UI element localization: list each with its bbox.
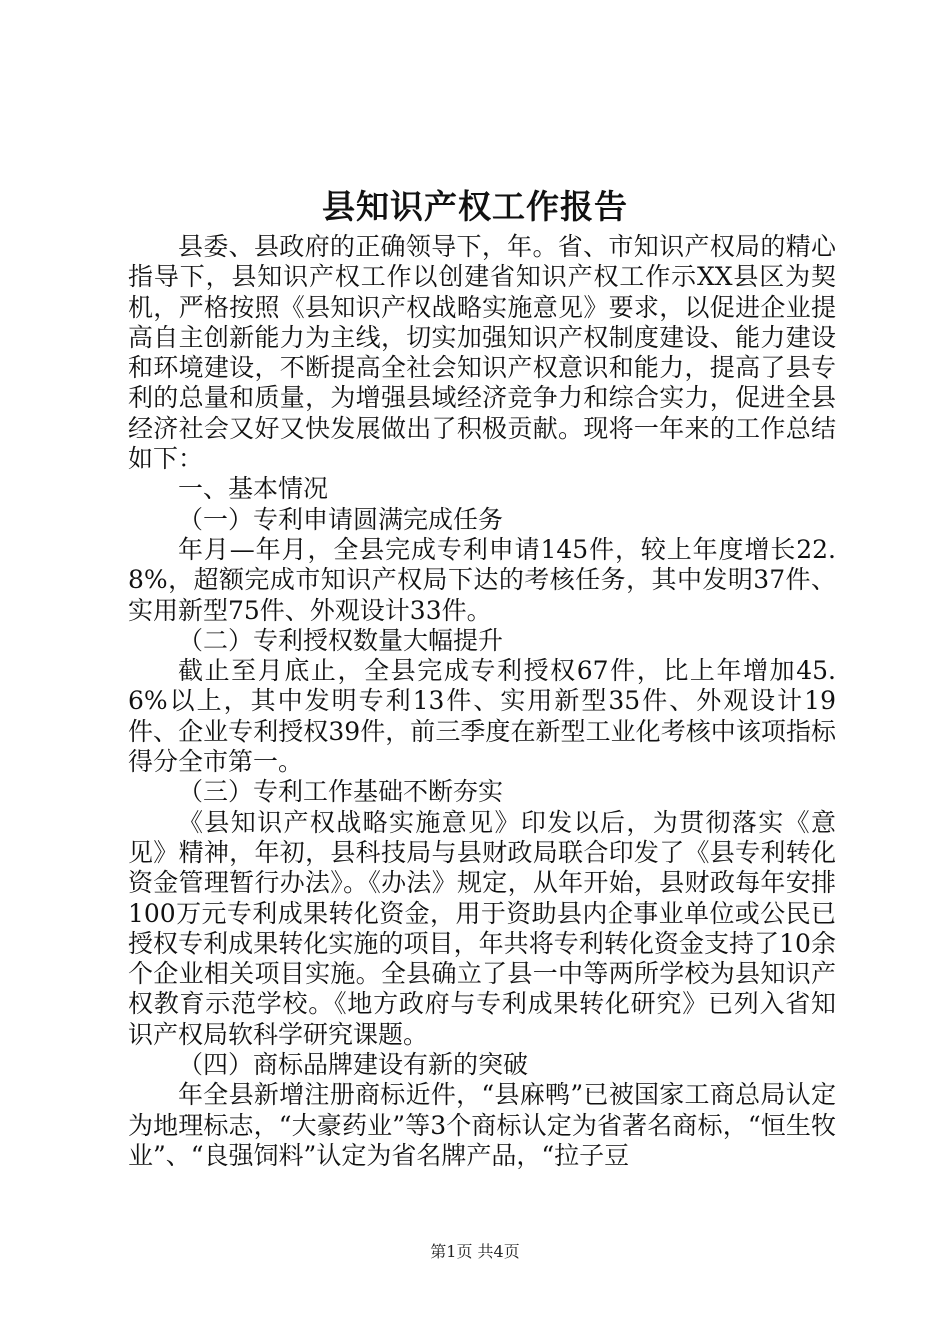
document-body — [128, 232, 836, 1171]
paragraph-patent-foundation: 《县知识产权战略实施意见》印发以后，为贯彻落实《意见》精神，年初，县科技局与县财政局联合印发了《县专利转化资金管理暂行办法》。《办法》规定，从年开始，县财政每年安排100万元专利成果转化资金，用于资助县内企事业单位或公民已授权专利成果转化实施的项目，年共将专利转化资金支持了10余个企业相关项目实施。全县确立了县一中等两所学校为县知识产权教育示范学校。《地方政府与专利成果转化研究》已列入省知识产权局软科学研究课题。 — [128, 807, 836, 1049]
paragraph-patent-application: 年月—年月，全县完成专利申请145件，较上年度增长22.8%，超额完成市知识产权局下达的考核任务，其中发明37件、实用新型75件、外观设计33件。 — [128, 534, 836, 625]
subheading-trademark: （四）商标品牌建设有新的突破 — [178, 1050, 529, 1080]
section-heading-basic: 一、基本情况 — [178, 474, 329, 504]
paragraph-patent-grant: 截止至月底止，全县完成专利授权67件，比上年增加45.6%以上，其中发明专利13件、实用新型35件、外观设计19件、企业专利授权39件，前三季度在新型工业化考核中该项指标得分全市第一。 — [128, 656, 836, 777]
paragraph-trademark: 年全县新增注册商标近件，“县麻鸭”已被国家工商总局认定为地理标志，“大豪药业”等3个商标认定为省著名商标，“恒生牧业”、“良强饲料”认定为省名牌产品，“拉子豆 — [128, 1080, 836, 1170]
paragraph-intro: 县委、县政府的正确领导下，年。省、市知识产权局的精心指导下，县知识产权工作以创建省知识产权工作示XX县区为契机，严格按照《县知识产权战略实施意见》要求，以促进企业提高自主创新能力为主线，切实加强知识产权制度建设、能力建设和环境建设，不断提高全社会知识产权意识和能力，提高了县专利的总量和质量，为增强县域经济竞争力和综合实力，促进全县经济社会又好又快发展做出了积极贡献。现将一年来的工作总结如下： — [128, 232, 836, 474]
subheading-patent-grant: （二）专利授权数量大幅提升 — [178, 625, 504, 655]
subheading-patent-application: （一）专利申请圆满完成任务 — [178, 504, 504, 534]
document-title: 县知识产权工作报告 — [322, 187, 628, 226]
page-footer: 第1页 共4页 — [430, 1242, 520, 1261]
subheading-patent-foundation: （三）专利工作基础不断夯实 — [178, 777, 504, 807]
